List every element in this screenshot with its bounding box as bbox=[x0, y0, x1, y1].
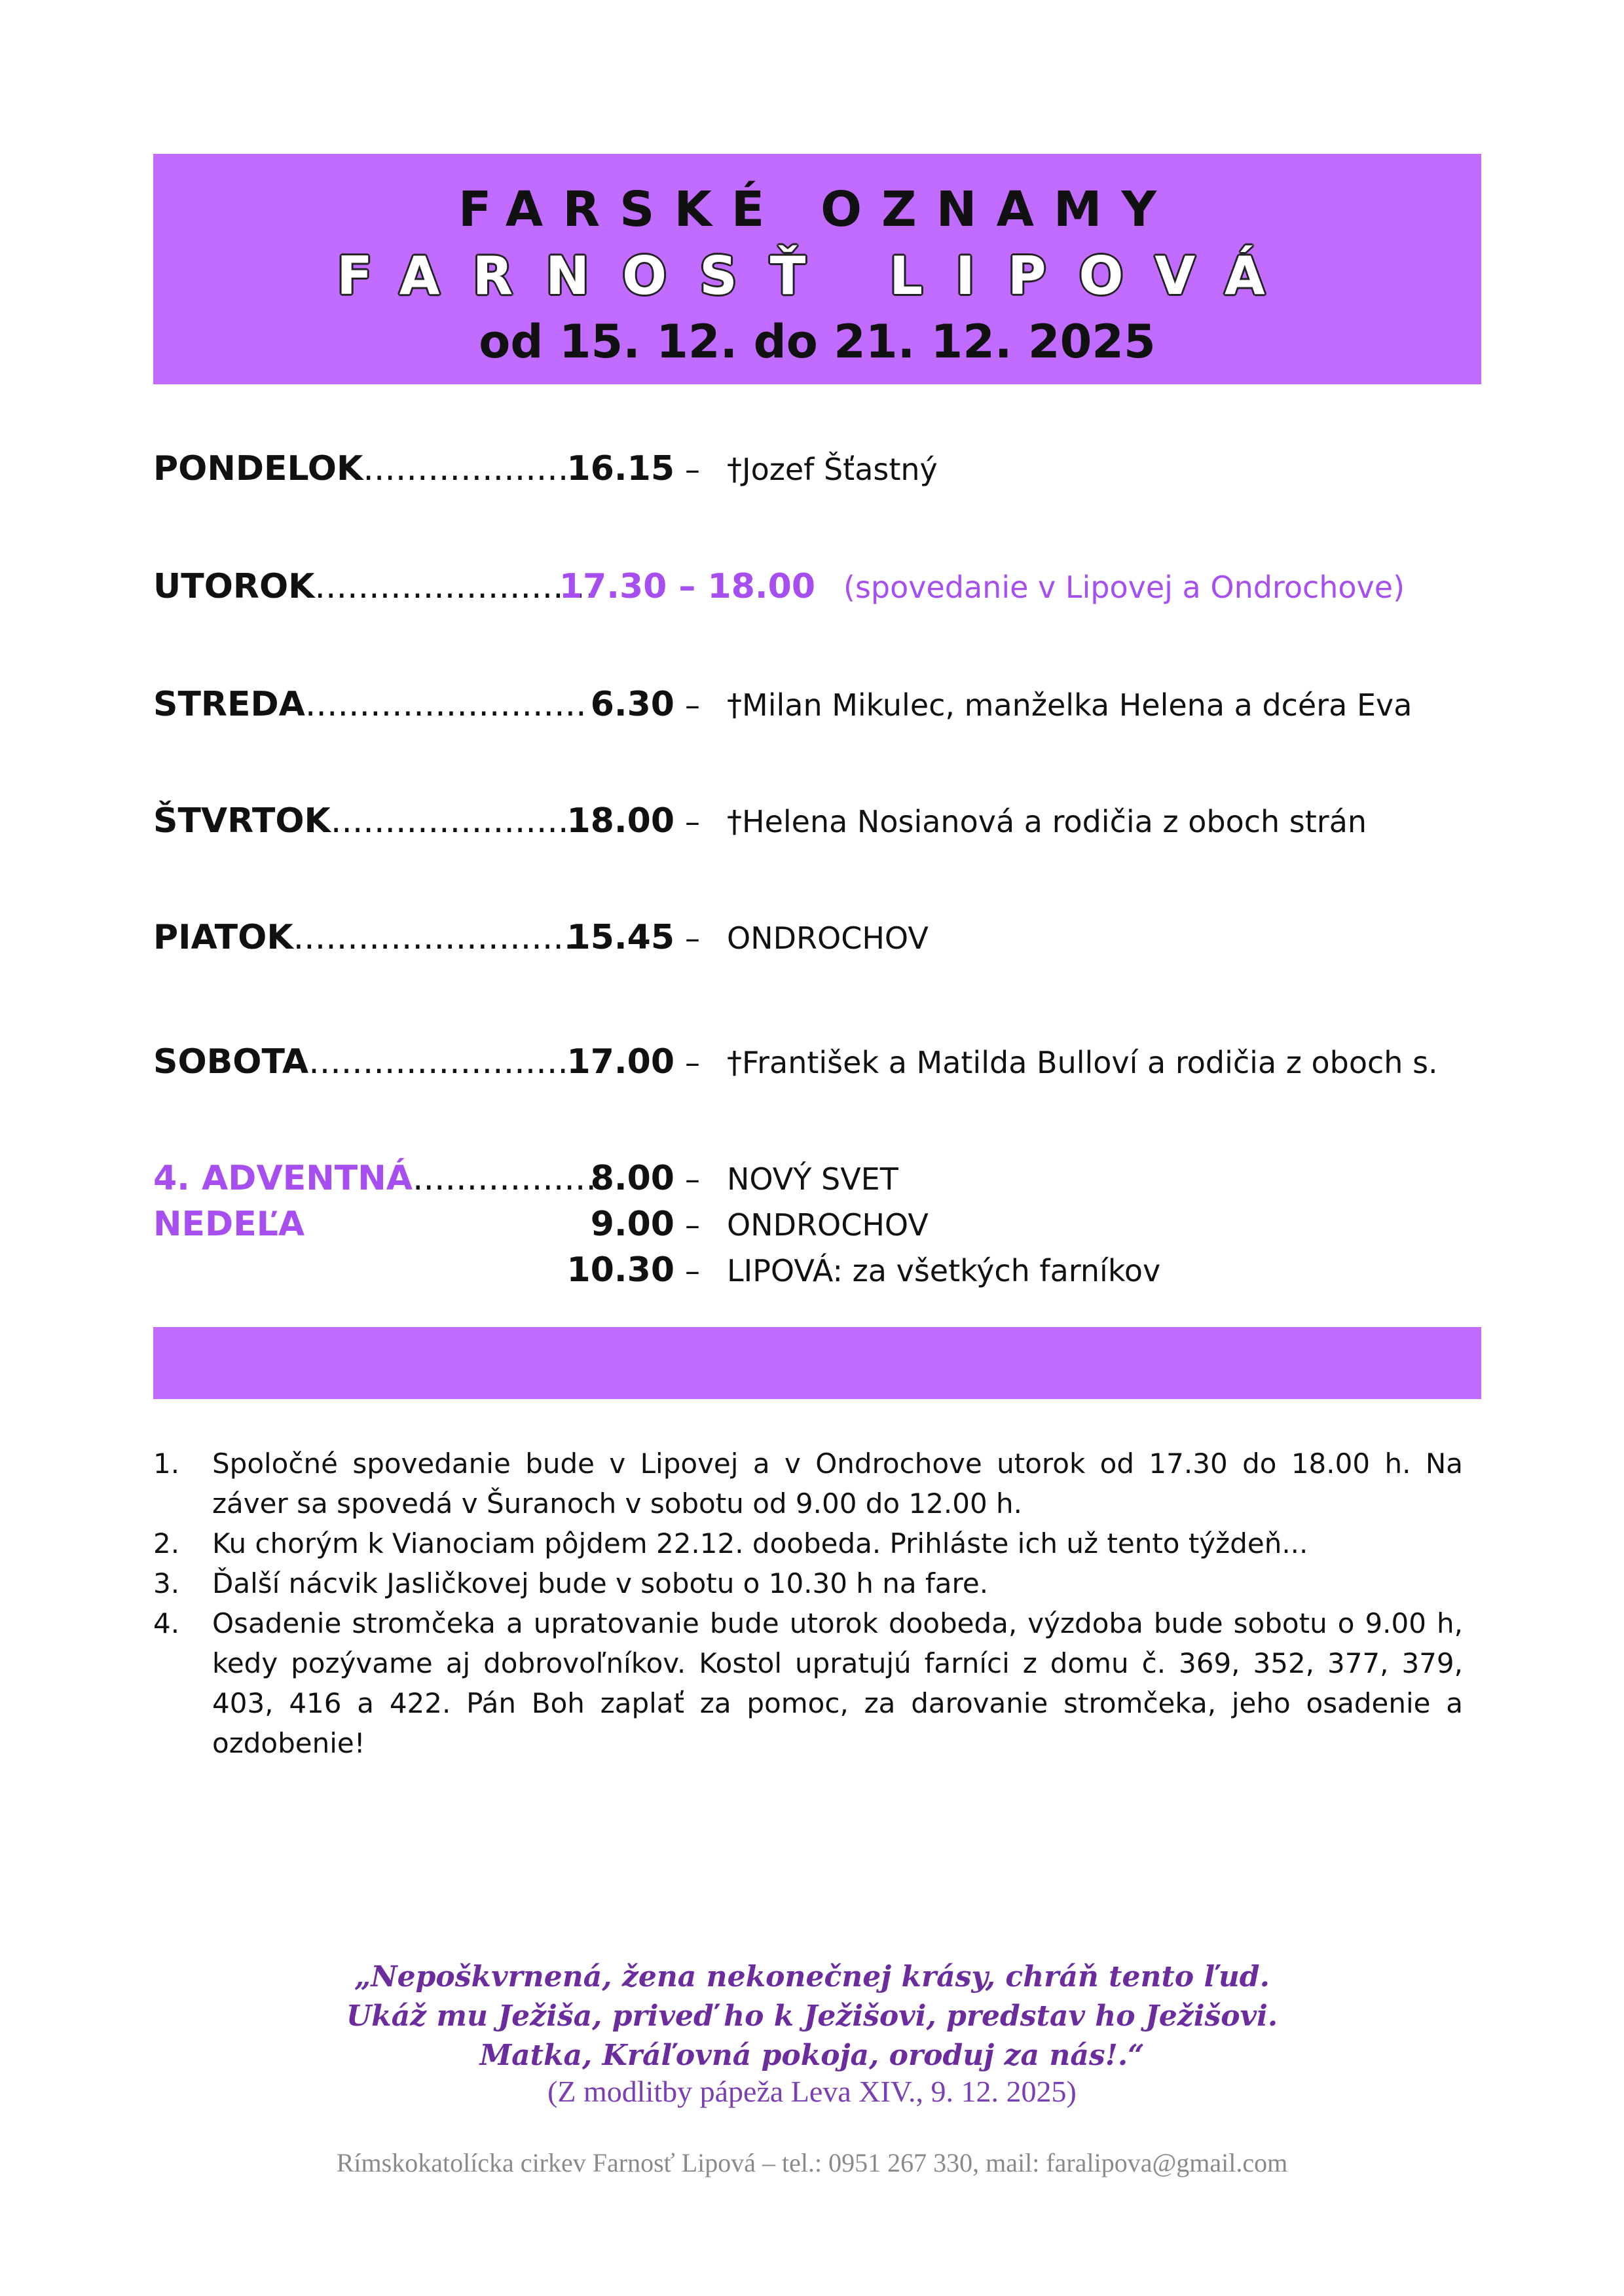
schedule-day-sunday: 4. ADVENTNÁ................. bbox=[153, 1159, 597, 1198]
dash: – bbox=[685, 452, 700, 487]
schedule-time-wednesday: 6.30 bbox=[590, 685, 674, 724]
schedule-intention-sunday-2: ONDROCHOV bbox=[727, 1207, 929, 1243]
prayer-line-2: Ukáž mu Ježiša, priveď ho k Ježišovi, predstav ho Ježišovi. bbox=[346, 1999, 1278, 2033]
dash: – bbox=[685, 687, 700, 723]
list-item: 2. Ku chorým k Vianociam pôjdem 22.12. doobeda. Prihláste ich už tento týždeň... bbox=[153, 1527, 1308, 1559]
list-item: 4. Osadenie stromčeka a upratovanie bude utorok doobeda, výzdoba bude sobotu o 9.00 h, kedy pozývame aj dobrovoľníkov. Kostol upratujú farníci z domu č. 369, 352, 377, 379, 403, 416 a 422. Pán Boh zaplať za pomoc, za darovanie stromčeka, jeho osadenie a ozdobenie! bbox=[153, 1607, 1463, 1759]
schedule-day-monday: PONDELOK..................... bbox=[153, 449, 591, 488]
schedule-day-thursday: ŠTVRTOK........................ bbox=[153, 801, 591, 841]
schedule-day-friday: PIATOK........................... bbox=[153, 918, 585, 957]
schedule-intention-monday: †Jozef Šťastný bbox=[727, 452, 938, 487]
schedule-intention-sunday-3: LIPOVÁ: za všetkých farníkov bbox=[727, 1253, 1161, 1288]
schedule-time-sunday-1: 8.00 bbox=[590, 1159, 674, 1198]
schedule-intention-saturday: †František a Matilda Bulloví a rodičia z oboch s. bbox=[727, 1045, 1438, 1080]
parish-name: FARNOSŤ LIPOVÁ bbox=[337, 246, 1298, 306]
dash: – bbox=[685, 1161, 700, 1197]
schedule-time-friday: 15.45 bbox=[566, 918, 674, 957]
schedule-time-sunday-3: 10.30 bbox=[566, 1250, 674, 1290]
prayer-source: (Z modlitby pápeža Leva XIV., 9. 12. 2025) bbox=[547, 2075, 1077, 2108]
schedule-day-saturday: SOBOTA.......................... bbox=[153, 1042, 590, 1082]
schedule-time-monday: 16.15 bbox=[566, 449, 674, 488]
schedule-time-saturday: 17.00 bbox=[566, 1042, 674, 1082]
schedule-intention-friday: ONDROCHOV bbox=[727, 920, 929, 956]
prayer-line-3: Matka, Kráľovná pokoja, oroduj za nás!.“ bbox=[479, 2039, 1145, 2072]
schedule-intention-wednesday: †Milan Mikulec, manželka Helena a dcéra Eva bbox=[727, 687, 1412, 723]
dash: – bbox=[685, 1253, 700, 1288]
dash: – bbox=[685, 804, 700, 839]
list-item: 3. Ďalší nácvik Jasličkovej bude v sobotu o 10.30 h na fare. bbox=[153, 1567, 989, 1599]
date-range: od 15. 12. do 21. 12. 2025 bbox=[479, 315, 1156, 369]
schedule-intention-sunday-1: NOVÝ SVET bbox=[727, 1161, 898, 1197]
footer-contact: Rímskokatolícka cirkev Farnosť Lipová – tel.: 0951 267 330, mail: faralipova@gmail.com bbox=[336, 2148, 1288, 2178]
dash: – bbox=[685, 1207, 700, 1243]
dash: – bbox=[685, 1045, 700, 1080]
schedule-intention-thursday: †Helena Nosianová a rodičia z oboch strán bbox=[727, 804, 1367, 839]
list-item: 1. Spoločné spovedanie bude v Lipovej a v Ondrochove utorok od 17.30 do 18.00 h. Na záver sa spovedá v Šuranoch v sobotu od 9.00 do 12.00 h. bbox=[153, 1448, 1463, 1520]
schedule-time-thursday: 18.00 bbox=[566, 801, 674, 841]
schedule-time-sunday-2: 9.00 bbox=[590, 1205, 674, 1244]
schedule-intention-tuesday: (spovedanie v Lipovej a Ondrochove) bbox=[843, 570, 1405, 605]
announcements-list bbox=[153, 1444, 1463, 1763]
dash: – bbox=[685, 920, 700, 956]
header-banner bbox=[153, 154, 1481, 384]
schedule-day-tuesday: UTOROK.......................... bbox=[153, 567, 597, 606]
divider-band bbox=[153, 1327, 1481, 1399]
schedule-time-tuesday: 17.30 – 18.00 bbox=[559, 567, 815, 606]
schedule-day-sunday-line2: NEDEĽA bbox=[153, 1205, 305, 1244]
schedule-day-wednesday: STREDA.......................... bbox=[153, 685, 587, 724]
page-title: FARSKÉ OZNAMY bbox=[458, 181, 1177, 238]
prayer-line-1: „Nepoškvrnená, žena nekonečnej krásy, chráň tento ľud. bbox=[354, 1960, 1270, 1994]
